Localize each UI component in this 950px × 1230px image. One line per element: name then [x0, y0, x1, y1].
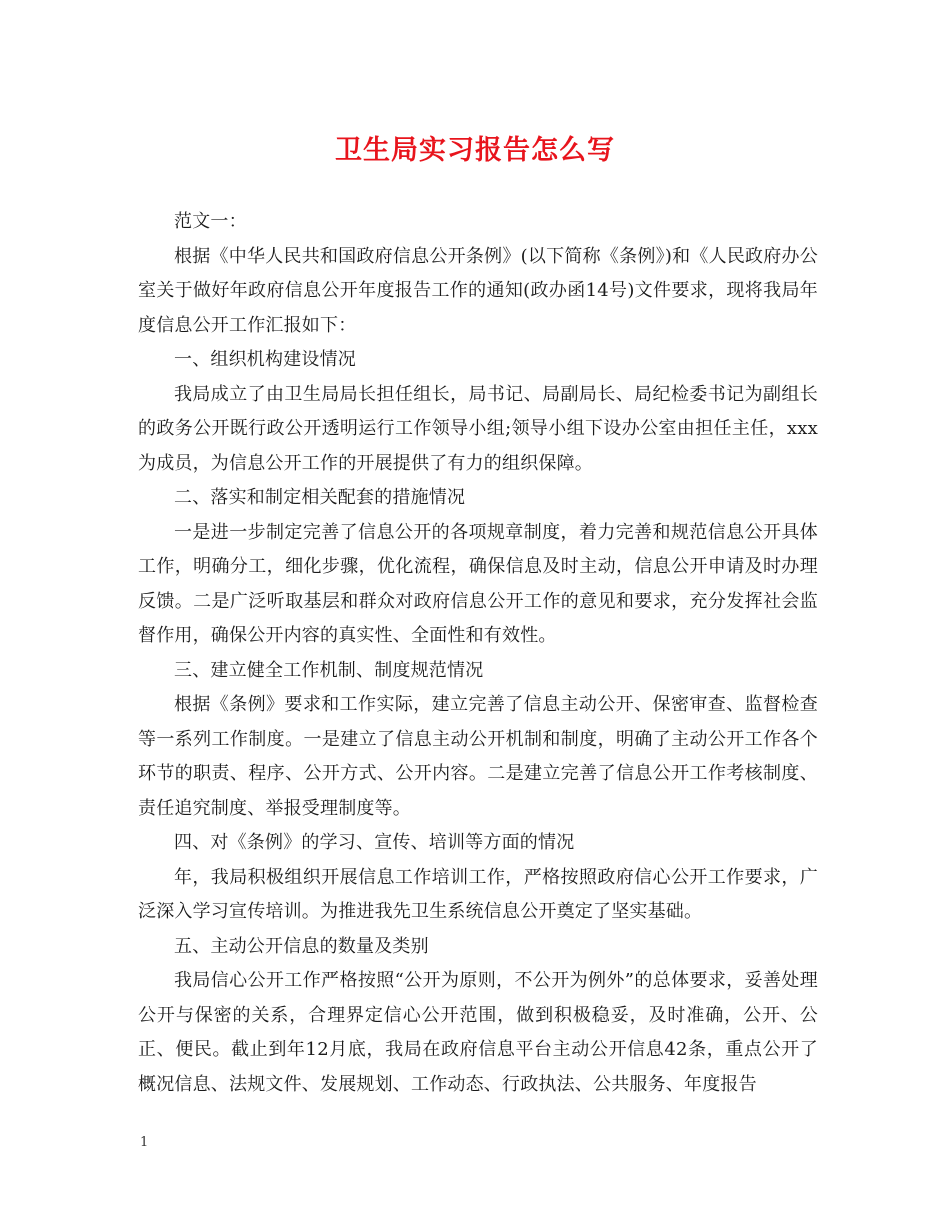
section-heading-2: 二、落实和制定相关配套的措施情况 [174, 487, 466, 508]
document-title: 卫生局实习报告怎么写 [335, 135, 615, 166]
paragraph-section-5: 我局信心公开工作严格按照“公开为原则，不公开为例外”的总体要求，妥善处理公开与保密的关系，合理界定信心公开范围，做到积极稳妥，及时准确，公开、公正、便民。截止到年12月底，我局在政府信息平台主动公开信息42条，重点公开了概况信息、法规文件、发展规划、工作动态、行政执法、公共服务、年度报告 [138, 970, 818, 1095]
paragraph-section-1: 我局成立了由卫生局局长担任组长，局书记、局副局长、局纪检委书记为副组长的政务公开既行政公开透明运行工作领导小组;领导小组下设办公室由担任主任，xxx为成员，为信息公开工作的开展提供了有力的组织保障。 [138, 383, 818, 474]
paragraph-intro: 根据《中华人民共和国政府信息公开条例》(以下简称《条例》)和《人民政府办公室关于做好年政府信息公开年度报告工作的通知(政办函14号)文件要求，现将我局年度信息公开工作汇报如下： [138, 245, 818, 336]
paragraph-sample-label: 范文一： [174, 211, 247, 232]
page-number: 1 [140, 1135, 149, 1150]
section-heading-5: 五、主动公开信息的数量及类别 [174, 935, 429, 957]
section-heading-1: 一、组织机构建设情况 [174, 349, 356, 370]
section-heading-3: 三、建立健全工作机制、制度规范情况 [174, 659, 484, 681]
section-heading-4: 四、对《条例》的学习、宣传、培训等方面的情况 [174, 832, 575, 853]
document-body [138, 205, 818, 1102]
paragraph-section-3: 根据《条例》要求和工作实际，建立完善了信息主动公开、保密审查、监督检查等一系列工作制度。一是建立了信息主动公开机制和制度，明确了主动公开工作各个环节的职责、程序、公开方式、公开内容。二是建立完善了信息公开工作考核制度、责任追究制度、举报受理制度等。 [138, 694, 818, 819]
paragraph-section-4: 年，我局积极组织开展信息工作培训工作，严格按照政府信心公开工作要求，广泛深入学习宣传培训。为推进我先卫生系统信息公开奠定了坚实基础。 [138, 866, 818, 922]
paragraph-section-2: 一是进一步制定完善了信息公开的各项规章制度，着力完善和规范信息公开具体工作，明确分工，细化步骤，优化流程，确保信息及时主动，信息公开申请及时办理反馈。二是广泛听取基层和群众对政府信息公开工作的意见和要求，充分发挥社会监督作用，确保公开内容的真实性、全面性和有效性。 [138, 521, 818, 646]
